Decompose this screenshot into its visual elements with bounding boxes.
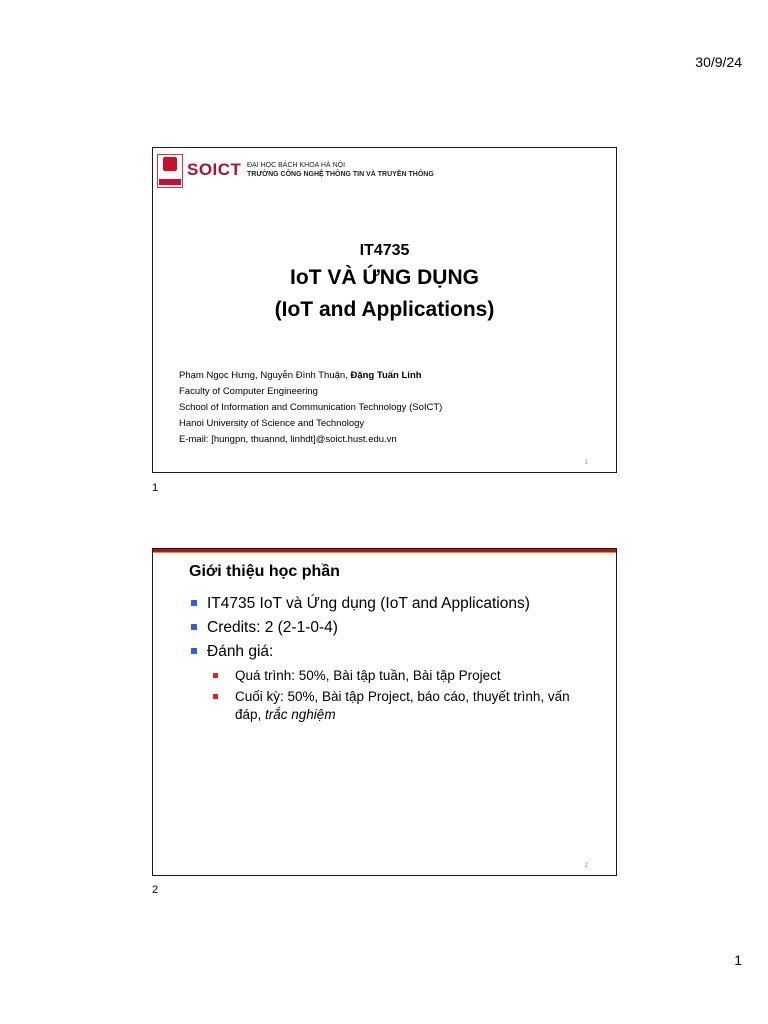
slide-heading: Giới thiệu học phần [189, 563, 340, 580]
faculty-line: Faculty of Computer Engineering [179, 386, 318, 397]
school-line: School of Information and Communication Technology (SoICT) [179, 402, 443, 413]
institution-line-2: TRƯỜNG CÔNG NGHỆ THÔNG TIN VÀ TRUYỀN THÔNG [247, 171, 434, 178]
square-bullet-icon [191, 648, 197, 654]
author-block [179, 368, 442, 448]
slide-1 [152, 147, 617, 473]
square-bullet-icon [213, 673, 218, 678]
authors-names: Phạm Ngọc Hưng, Nguyễn Đình Thuận, [179, 370, 351, 381]
institution-name [247, 161, 434, 179]
course-subtitle: (IoT and Applications) [274, 298, 495, 321]
page-date: 30/9/24 [695, 54, 742, 70]
authors-line [179, 368, 442, 384]
university-line: Hanoi University of Science and Technology [179, 418, 365, 429]
list-item: Đánh giá: [189, 643, 599, 661]
slide-header [153, 154, 616, 190]
institution-line-1: ĐẠI HỌC BÁCH KHOA HÀ NỘI [247, 162, 346, 169]
square-bullet-icon [191, 624, 197, 630]
sub-list-item: Cuối kỳ: 50%, Bài tập Project, báo cáo, thuyết trình, vấn đáp, trắc nghiệm [211, 688, 599, 724]
slide-number: 1 [584, 460, 588, 466]
course-title: IoT VÀ ỨNG DỤNG [290, 266, 479, 289]
list-item: Credits: 2 (2-1-0-4) [189, 619, 599, 637]
slide-top-bar-accent [153, 552, 616, 553]
bullet-list [189, 595, 599, 727]
slide-number: 2 [584, 863, 588, 869]
page-number: 1 [734, 952, 742, 968]
email-line: E-mail: [hungpn, thuannd, linhdt]@soict.hust.edu.vn [179, 434, 397, 445]
slide-2 [152, 548, 617, 876]
course-code: IT4735 [359, 242, 410, 259]
square-bullet-icon [191, 600, 197, 606]
authors-highlighted: Đặng Tuấn Linh [350, 370, 422, 381]
sub-list-item: Quá trình: 50%, Bài tập tuần, Bài tập Project [211, 667, 599, 685]
slide-index-2: 2 [152, 884, 159, 896]
square-bullet-icon [213, 694, 218, 699]
list-item: IT4735 IoT và Ứng dụng (IoT and Applications) [189, 595, 599, 613]
slide-index-1: 1 [152, 482, 159, 494]
soict-logo: SOICT [187, 160, 242, 179]
university-crest-icon [157, 154, 183, 188]
